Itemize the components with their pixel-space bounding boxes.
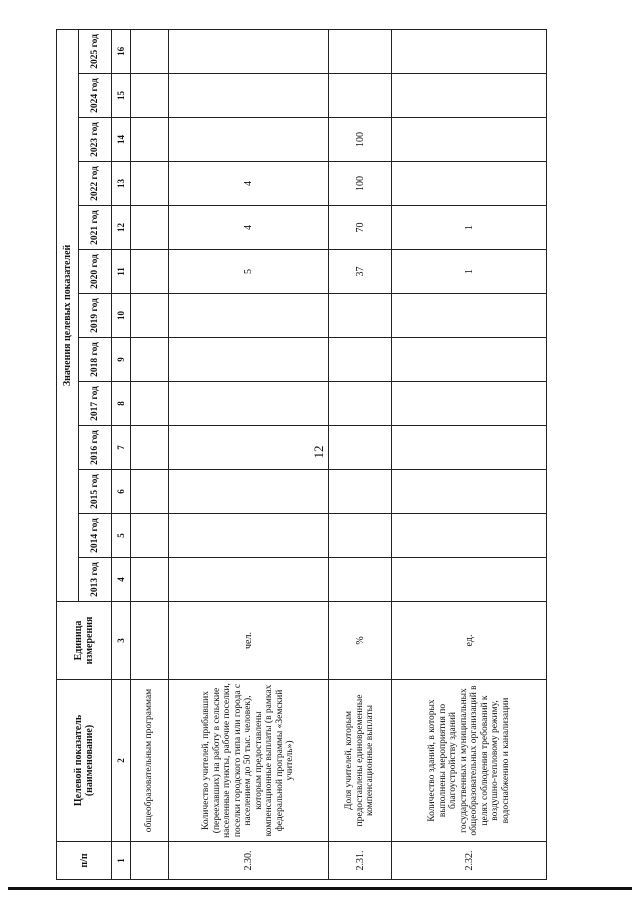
value-cell [329, 294, 392, 338]
value-cell [131, 514, 169, 558]
rotated-table-container [56, 30, 546, 880]
value-cell [392, 382, 547, 426]
value-cell [131, 470, 169, 514]
year-header: 2021 год [79, 206, 112, 250]
year-header: 2013 год [79, 558, 112, 602]
value-cell [329, 74, 392, 118]
value-cell [131, 382, 169, 426]
row-unit [131, 602, 169, 680]
page-number: 12 [311, 445, 326, 459]
value-cell: 5 [169, 250, 329, 294]
header-row-1 [57, 29, 79, 879]
footer-rule [8, 887, 632, 890]
value-cell [392, 74, 547, 118]
value-cell [131, 250, 169, 294]
table-row [131, 29, 169, 879]
value-cell: 70 [329, 206, 392, 250]
value-cell [131, 426, 169, 470]
header-indicator: Целевой показатель (наименование) [57, 680, 112, 842]
value-cell [131, 338, 169, 382]
table-row [169, 29, 329, 879]
value-cell [131, 206, 169, 250]
row-unit: % [329, 602, 392, 680]
year-header: 2016 год [79, 426, 112, 470]
value-cell [392, 294, 547, 338]
column-number-row [112, 29, 131, 879]
value-cell [329, 558, 392, 602]
table-row [392, 29, 547, 879]
column-number: 7 [112, 426, 131, 470]
column-number: 12 [112, 206, 131, 250]
value-cell: 1 [392, 206, 547, 250]
value-cell [329, 470, 392, 514]
value-cell [169, 118, 329, 162]
value-cell [169, 426, 329, 470]
row-indicator-name: Количество зданий, в которых выполнены мероприятия по благоустройству зданий государственных и муниципальных общеобразовательных организаций в целях соблюдения требований к воздушно-тепловому режиму, водоснабжению и канализации [392, 680, 547, 842]
year-header: 2025 год [79, 29, 112, 73]
value-cell [169, 558, 329, 602]
value-cell: 37 [329, 250, 392, 294]
header-pp: п/п [57, 842, 112, 880]
column-number: 4 [112, 558, 131, 602]
value-cell [169, 382, 329, 426]
column-number: 14 [112, 118, 131, 162]
value-cell [392, 558, 547, 602]
value-cell [131, 294, 169, 338]
value-cell [131, 162, 169, 206]
column-number: 16 [112, 29, 131, 73]
row-unit: ед. [392, 602, 547, 680]
column-number: 9 [112, 338, 131, 382]
value-cell [329, 514, 392, 558]
target-indicators-table [56, 29, 547, 880]
value-cell [329, 29, 392, 73]
row-unit: чел. [169, 602, 329, 680]
row-indicator-name: Количество учителей, прибывших (переехавших) на работу в сельские населенные пункты, рабочие поселки, поселки городского типа или города с населением до 50 тыс. человек), которым предоставлены компенсационные выплаты (в рамках федеральной программы «Земский учитель») [169, 680, 329, 842]
column-number: 8 [112, 382, 131, 426]
header-values: Значения целевых показателей [57, 29, 79, 601]
value-cell [169, 470, 329, 514]
year-header: 2023 год [79, 118, 112, 162]
row-pp: 2.32. [392, 842, 547, 880]
value-cell: 4 [169, 162, 329, 206]
value-cell [392, 338, 547, 382]
year-header: 2018 год [79, 338, 112, 382]
value-cell [169, 74, 329, 118]
column-number: 5 [112, 514, 131, 558]
year-header: 2019 год [79, 294, 112, 338]
column-number: 11 [112, 250, 131, 294]
value-cell [169, 514, 329, 558]
column-number: 3 [112, 602, 131, 680]
table-row [329, 29, 392, 879]
year-header: 2014 год [79, 514, 112, 558]
value-cell [392, 118, 547, 162]
column-number: 6 [112, 470, 131, 514]
value-cell: 100 [329, 162, 392, 206]
value-cell: 4 [169, 206, 329, 250]
value-cell [329, 426, 392, 470]
value-cell: 1 [392, 250, 547, 294]
value-cell [131, 118, 169, 162]
column-number: 13 [112, 162, 131, 206]
year-header: 2017 год [79, 382, 112, 426]
year-header: 2015 год [79, 470, 112, 514]
value-cell [392, 470, 547, 514]
value-cell [392, 162, 547, 206]
value-cell [131, 558, 169, 602]
value-cell [392, 29, 547, 73]
year-header: 2020 год [79, 250, 112, 294]
value-cell [329, 382, 392, 426]
column-number: 1 [112, 842, 131, 880]
row-pp: 2.30. [169, 842, 329, 880]
value-cell [169, 29, 329, 73]
value-cell [169, 294, 329, 338]
value-cell [169, 338, 329, 382]
value-cell [131, 74, 169, 118]
row-indicator-name: общеобразовательным программам [131, 680, 169, 842]
year-header: 2024 год [79, 74, 112, 118]
value-cell [329, 338, 392, 382]
column-number: 2 [112, 680, 131, 842]
header-unit: Единица измерения [57, 602, 112, 680]
row-indicator-name: Доля учителей, которым предоставлены единовременные компенсационные выплаты [329, 680, 392, 842]
row-pp: 2.31. [329, 842, 392, 880]
row-pp [131, 842, 169, 880]
value-cell [131, 29, 169, 73]
value-cell [392, 426, 547, 470]
column-number: 10 [112, 294, 131, 338]
value-cell: 100 [329, 118, 392, 162]
year-header: 2022 год [79, 162, 112, 206]
column-number: 15 [112, 74, 131, 118]
value-cell [392, 514, 547, 558]
